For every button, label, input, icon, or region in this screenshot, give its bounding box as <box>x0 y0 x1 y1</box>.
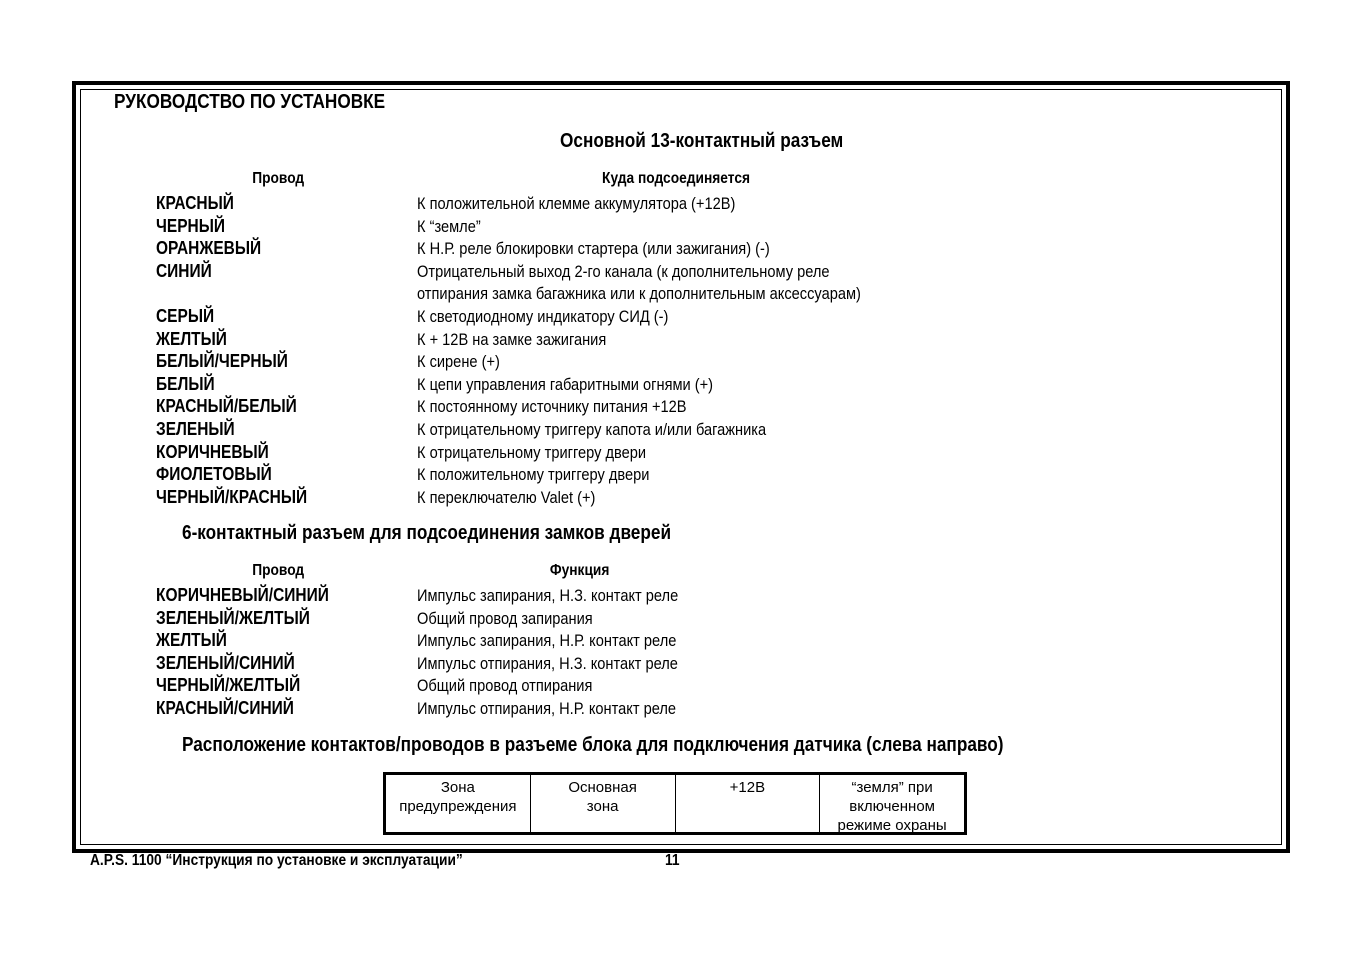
main-connector-title: Основной 13-контактный разъем <box>560 130 844 152</box>
main-wire-name: ЧЕРНЫЙ/КРАСНЫЙ <box>156 486 308 507</box>
main-dest: К переключателю Valet (+) <box>417 487 596 507</box>
main-dest: К положительной клемме аккумулятора (+12В) <box>417 194 736 213</box>
main-dest: Отрицательный выход 2-го канала (к дополнительному реле <box>417 261 830 281</box>
door-func: Общий провод запирания <box>417 608 593 628</box>
door-wire-name: ЧЕРНЫЙ/ЖЕЛТЫЙ <box>156 675 301 696</box>
sensor-pin-cell: Зона предупреждения <box>386 775 531 832</box>
main-wire-name: КОРИЧНЕВЫЙ <box>156 441 269 462</box>
main-dest: К положительному триггеру двери <box>417 465 650 485</box>
main-dest: К “земле” <box>417 216 481 236</box>
door-col-func-header: Функция <box>550 562 610 579</box>
main-wire-name: СЕРЫЙ <box>156 306 215 326</box>
main-wire-name: СИНИЙ <box>156 260 212 281</box>
sensor-pin-cell: +12В <box>676 775 821 832</box>
door-func: Импульс запирания, Н.Р. контакт реле <box>417 631 677 651</box>
sensor-pin-cell: “земля” при включенном режиме охраны <box>837 779 947 832</box>
door-func: Импульс запирания, Н.З. контакт реле <box>417 586 679 605</box>
page-title: РУКОВОДСТВО ПО УСТАНОВКЕ <box>114 91 386 113</box>
main-dest: К постоянному источнику питания +12В <box>417 397 687 417</box>
main-wire-name: ЧЕРНЫЙ <box>156 215 225 236</box>
main-dest: К светодиодному индикатору СИД (-) <box>417 307 669 326</box>
main-wire-name: ОРАНЖЕВЫЙ <box>156 238 262 259</box>
footer-doc-title: A.P.S. 1100 “Инструкция по установке и эксплуатации” <box>90 852 463 869</box>
main-col-dest-header: Куда подсоединяется <box>602 170 750 187</box>
main-dest: К отрицательному триггеру капота и/или багажника <box>417 420 767 439</box>
sensor-pin-cell: Основная зона <box>531 775 676 832</box>
door-wire-name: ЗЕЛЕНЫЙ/ЖЕЛТЫЙ <box>156 607 310 628</box>
door-connector-title: 6-контактный разъем для подсоединения замков дверей <box>182 522 672 544</box>
door-wire-name: ЗЕЛЕНЫЙ/СИНИЙ <box>156 652 295 673</box>
main-wire-name: КРАСНЫЙ <box>156 193 234 213</box>
main-wire-name: ФИОЛЕТОВЫЙ <box>156 464 272 485</box>
main-dest: К отрицательному триггеру двери <box>417 442 647 462</box>
main-wire-name: БЕЛЫЙ <box>156 373 215 394</box>
main-dest: К сирене (+) <box>417 352 500 372</box>
sensor-pin-table <box>383 772 967 835</box>
main-dest: К + 12В на замке зажигания <box>417 329 607 349</box>
main-wire-name: КРАСНЫЙ/БЕЛЫЙ <box>156 396 297 417</box>
main-wire-name: ЖЕЛТЫЙ <box>156 328 227 349</box>
door-wire-name: КРАСНЫЙ/СИНИЙ <box>156 698 294 718</box>
door-wire-name: КОРИЧНЕВЫЙ/СИНИЙ <box>156 585 329 605</box>
main-dest: отпирания замка багажника или к дополнительным аксессуарам) <box>417 284 861 304</box>
door-func: Импульс отпирания, Н.Р. контакт реле <box>417 699 677 718</box>
main-dest: К Н.Р. реле блокировки стартера (или зажигания) (-) <box>417 239 770 259</box>
sensor-connector-title: Расположение контактов/проводов в разъеме блока для подключения датчика (слева направо) <box>182 734 1004 756</box>
main-col-wire-header: Провод <box>252 170 304 187</box>
door-col-wire-header: Провод <box>252 562 304 579</box>
main-wire-name: ЗЕЛЕНЫЙ <box>156 419 235 439</box>
door-func: Импульс отпирания, Н.З. контакт реле <box>417 653 678 673</box>
door-wire-name: ЖЕЛТЫЙ <box>156 630 227 651</box>
main-wire-name: БЕЛЫЙ/ЧЕРНЫЙ <box>156 351 288 372</box>
door-func: Общий провод отпирания <box>417 676 593 696</box>
footer-page-number: 11 <box>665 852 680 869</box>
main-dest: К цепи управления габаритными огнями (+) <box>417 374 714 394</box>
